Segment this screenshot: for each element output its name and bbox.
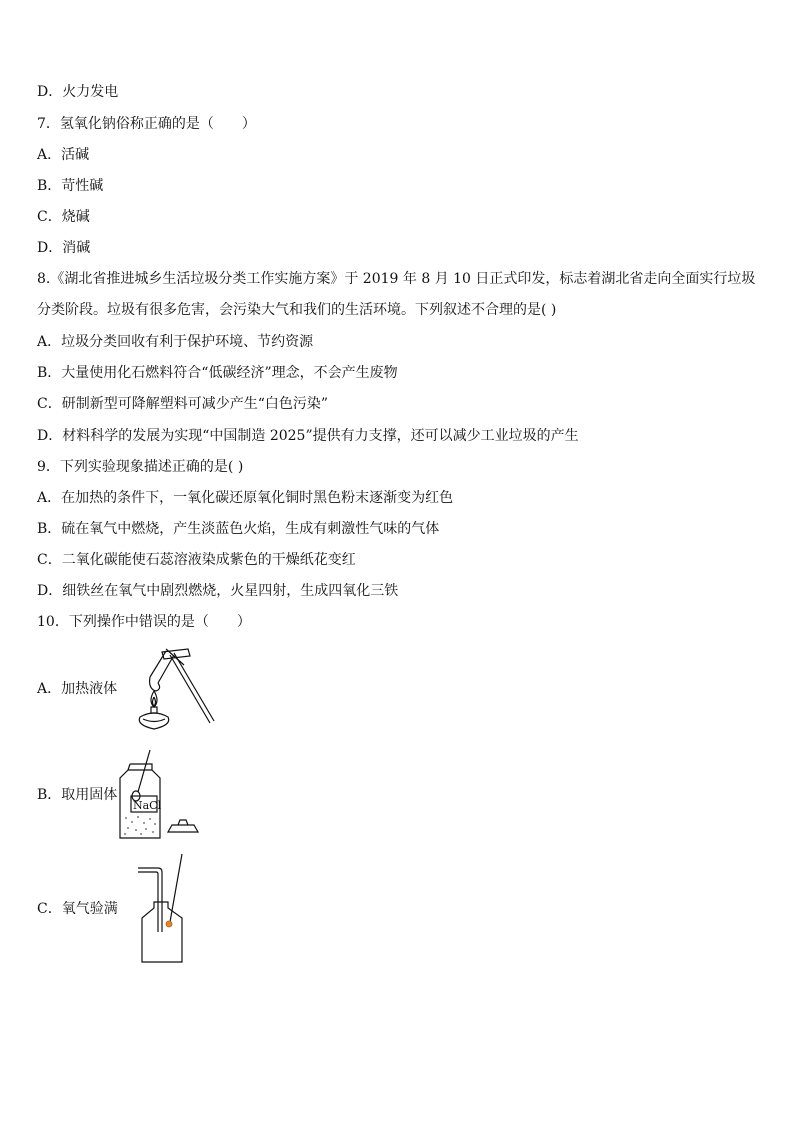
q10-stem: 10．下列操作中错误的是（ ） — [37, 614, 251, 630]
q10-option-b: B．取用固体 — [37, 787, 118, 803]
q7-stem: 7．氢氧化钠俗称正确的是（ ） — [37, 116, 256, 132]
q8-option-d: D．材料科学的发展为实现“中国制造 2025”提供有力支撑，还可以减少工业垃圾的产生 — [37, 428, 579, 444]
q7-option-c: C．烧碱 — [37, 209, 90, 225]
heating-liquid-figure — [118, 645, 218, 735]
taking-solid-figure — [116, 748, 206, 840]
q9-option-b: B．硫在氧气中燃烧，产生淡蓝色火焰，生成有刺激性气味的气体 — [37, 521, 440, 537]
q7-option-b: B．苛性碱 — [37, 178, 104, 194]
q8-option-a: A．垃圾分类回收有利于保护环境、节约资源 — [37, 334, 314, 350]
q9-option-c: C．二氧化碳能使石蕊溶液染成紫色的干燥纸花变红 — [37, 552, 356, 568]
q6-option-d: D．火力发电 — [37, 84, 119, 100]
q8-option-c: C．研制新型可降解塑料可减少产生“白色污染” — [37, 396, 329, 412]
q8-option-b: B．大量使用化石燃料符合“低碳经济”理念，不会产生废物 — [37, 365, 398, 381]
q10-option-a: A．加热液体 — [37, 681, 118, 697]
nacl-label: NaCl — [133, 799, 162, 812]
q9-option-d: D．细铁丝在氧气中剧烈燃烧，火星四射，生成四氧化三铁 — [37, 583, 399, 599]
q7-option-a: A．活碱 — [37, 147, 90, 163]
q9-option-a: A．在加热的条件下，一氧化碳还原氧化铜时黑色粉末逐渐变为红色 — [37, 490, 454, 506]
q9-stem: 9．下列实验现象描述正确的是( ) — [37, 459, 244, 475]
q7-option-d: D．消碱 — [37, 240, 91, 256]
q8-stem: 8.《湖北省推进城乡生活垃圾分类工作实施方案》于 2019 年 8 月 10 日正式印发，标志着湖北省走向全面实行垃圾分类阶段。垃圾有很多危害，会污染大气和我们的生活环境。下列叙述不合理的是( ) — [37, 271, 756, 318]
q10-option-c: C．氧气验满 — [37, 901, 118, 917]
oxygen-test-figure — [138, 852, 190, 964]
